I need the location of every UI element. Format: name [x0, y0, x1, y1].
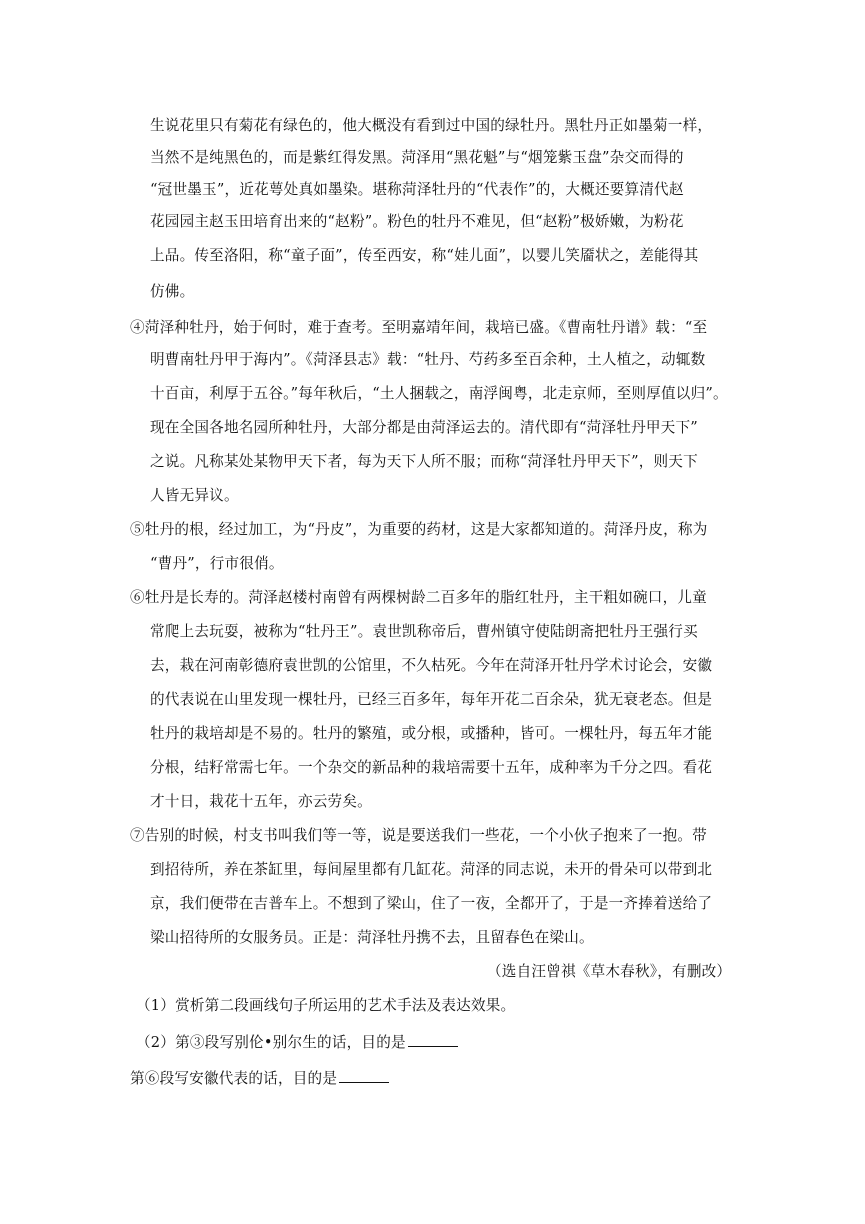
para6-line-3: 去，栽在河南彰德府袁世凯的公馆里，不久枯死。今年在菏泽开牡丹学术讨论会，安徽	[150, 657, 713, 674]
answer-blank[interactable]	[408, 1032, 458, 1047]
para6-line-1: ⑥牡丹是长寿的。菏泽赵楼村南曾有两棵树龄二百多年的脂红牡丹，主干粗如碗口，儿童	[130, 589, 707, 606]
answer-blank[interactable]	[339, 1068, 389, 1083]
para4-line-4: 现在全国各地名园所种牡丹，大部分都是由菏泽运去的。清代即有“菏泽牡丹甲天下”	[150, 419, 698, 436]
para4-line-3: 十百亩，利厚于五谷。”每年秋后，“土人捆载之，南浮闽粤，北走京师，至则厚值以归”。	[150, 385, 728, 402]
para3-line-4: 花园园主赵玉田培育出来的“赵粉”。粉色的牡丹不难见，但“赵粉”极娇嫩，为粉花	[150, 213, 684, 230]
para3-line-1: 生说花里只有菊花有绿色的，他大概没有看到过中国的绿牡丹。黑牡丹正如墨菊一样，	[150, 117, 713, 134]
para7-line-4: 梁山招待所的女服务员。正是：菏泽牡丹携不去，且留春色在梁山。	[150, 929, 594, 946]
question-2-part-b	[130, 1068, 389, 1089]
para3-line-2: 当然不是纯黑色的，而是紫红得发黑。菏泽用“黑花魁”与“烟笼紫玉盘”杂交而得的	[150, 149, 684, 166]
para4-line-1: ④菏泽种牡丹，始于何时，难于查考。至明嘉靖年间，栽培已盛。《曹南牡丹谱》载：“至	[130, 319, 708, 336]
para5-line-2: “曹丹”，行市很俏。	[150, 555, 284, 572]
para6-line-6: 分根，结籽常需七年。一个杂交的新品种的栽培需要十五年，成种率为千分之四。看花	[150, 759, 713, 776]
question-1: （1）赏析第二段画线句子所运用的艺术手法及表达效果。	[136, 997, 516, 1014]
para7-line-3: 京，我们便带在吉普车上。不想到了梁山，住了一夜，全都开了，于是一齐捧着送给了	[150, 895, 713, 912]
para3-line-5: 上品。传至洛阳，称“童子面”，传至西安，称“娃儿面”，以婴儿笑靥状之，差能得其	[150, 247, 699, 264]
para6-line-5: 牡丹的栽培却是不易的。牡丹的繁殖，或分根，或播种，皆可。一棵牡丹，每五年才能	[150, 725, 713, 742]
para6-line-4: 的代表说在山里发现一棵牡丹，已经三百多年，每年开花二百余朵，犹无衰老态。但是	[150, 691, 713, 708]
para7-line-2: 到招待所，养在茶缸里，每间屋里都有几缸花。菏泽的同志说，未开的骨朵可以带到北	[150, 861, 713, 878]
question-2-part-a-text: （2）第③段写别伦•别尔生的话，目的是	[136, 1034, 406, 1051]
para4-line-5: 之说。凡称某处某物甲天下者，每为天下人所不服；而称“菏泽牡丹甲天下”，则天下	[150, 453, 698, 470]
question-2-part-a	[136, 1032, 458, 1053]
question-2-part-b-text: 第⑥段写安徽代表的话，目的是	[130, 1070, 338, 1087]
para4-line-6: 人皆无异议。	[150, 487, 239, 504]
para4-line-2: 明曹南牡丹甲于海内”。《菏泽县志》载：“牡丹、芍药多至百余种，土人植之，动辄数	[150, 351, 706, 368]
para3-line-6: 仿佛。	[150, 283, 195, 300]
para5-line-1: ⑤牡丹的根，经过加工，为“丹皮”，为重要的药材，这是大家都知道的。菏泽丹皮，称为	[130, 521, 708, 538]
source-attribution: （选自汪曾祺《草木春秋》，有删改）	[487, 963, 732, 980]
para3-line-3: “冠世墨玉”，近花萼处真如墨染。堪称菏泽牡丹的“代表作”的，大概还要算清代赵	[150, 181, 684, 198]
para6-line-2: 常爬上去玩耍，被称为“牡丹王”。袁世凯称帝后，曹州镇守使陆朗斋把牡丹王强行买	[150, 623, 698, 640]
para7-line-1: ⑦告别的时候，村支书叫我们等一等，说是要送我们一些花，一个小伙子抱来了一抱。带	[130, 827, 707, 844]
para6-line-7: 才十日，栽花十五年，亦云劳矣。	[150, 793, 372, 810]
